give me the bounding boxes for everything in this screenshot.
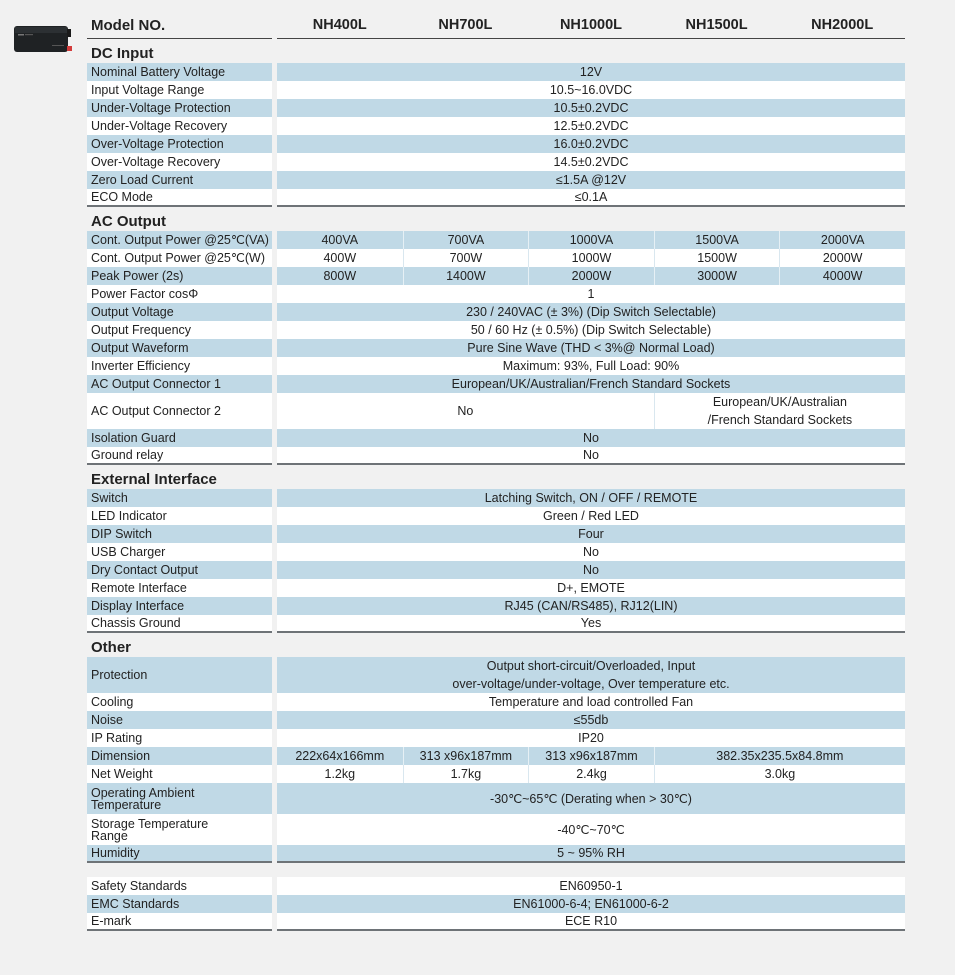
row-value: European/UK/Australian/French Standard Sockets [277,375,905,393]
table-row [87,783,905,814]
row-label: Nominal Battery Voltage [87,63,272,81]
section-title-dc-input: DC Input [91,45,154,62]
row-value: 10.5±0.2VDC [277,99,905,117]
row-value: 1 [277,285,905,303]
table-row [87,117,905,135]
row-label: Peak Power (2s) [87,267,272,285]
table-row [87,231,905,249]
row-label: AC Output Connector 1 [87,375,272,393]
model-nh2000l: NH2000L [811,17,874,33]
row-value-line: /French Standard Sockets [707,413,853,427]
table-row [87,729,905,747]
table-row [87,63,905,81]
table-row [87,895,905,913]
table-row [87,267,905,285]
row-value: 14.5±0.2VDC [277,153,905,171]
row-value: 3.0kg [654,765,905,783]
row-label: Ground relay [87,447,272,465]
table-row [87,657,905,693]
row-label: Cooling [87,693,272,711]
row-value: 2000W [528,267,654,285]
row-value: 1500VA [654,231,780,249]
model-nh700l: NH700L [438,17,493,33]
row-value-multiline [277,657,905,693]
row-value: 3000W [654,267,780,285]
row-label: Isolation Guard [87,429,272,447]
model-no-label: Model NO. [87,14,272,39]
row-label: Under-Voltage Recovery [87,117,272,135]
table-row [87,429,905,447]
row-label: Output Frequency [87,321,272,339]
table-row [87,171,905,189]
row-value: Maximum: 93%, Full Load: 90% [277,357,905,375]
row-label: Inverter Efficiency [87,357,272,375]
row-label: Output Voltage [87,303,272,321]
table-row [87,321,905,339]
row-value: 700VA [403,231,529,249]
row-value-line: over-voltage/under-voltage, Over temperature etc. [452,677,730,691]
row-label: Cont. Output Power @25℃(W) [87,249,272,267]
row-value: IP20 [277,729,905,747]
row-value: 1500W [654,249,780,267]
row-label: LED Indicator [87,507,272,525]
spec-sheet [87,14,905,931]
table-row [87,303,905,321]
table-row [87,339,905,357]
row-value: Green / Red LED [277,507,905,525]
row-value-line: European/UK/Australian [712,395,847,409]
row-value: D+, EMOTE [277,579,905,597]
row-label: Switch [87,489,272,507]
row-value: 10.5~16.0VDC [277,81,905,99]
table-row [87,765,905,783]
row-value: -40℃~70℃ [277,814,905,845]
row-label-line: Operating Ambient [91,785,195,800]
table-row [87,561,905,579]
row-value: 12V [277,63,905,81]
row-value: No [277,429,905,447]
row-label: USB Charger [87,543,272,561]
table-row [87,447,905,465]
row-value: 2.4kg [528,765,654,783]
row-value: ≤1.5A @12V [277,171,905,189]
table-row [87,615,905,633]
ac-output-table [87,231,905,465]
row-value-multiline [654,393,905,429]
row-label: Input Voltage Range [87,81,272,99]
table-row [87,357,905,375]
row-value: 400VA [277,231,403,249]
row-label: Net Weight [87,765,272,783]
row-label: ECO Mode [87,189,272,207]
row-label: Zero Load Current [87,171,272,189]
table-row [87,375,905,393]
row-label: EMC Standards [87,895,272,913]
table-row [87,814,905,845]
row-label: Chassis Ground [87,615,272,633]
table-row [87,525,905,543]
model-nh400l: NH400L [312,17,367,33]
table-row [87,81,905,99]
row-label-line: Storage Temperature [91,816,209,831]
external-interface-table [87,489,905,633]
table-row [87,135,905,153]
model-nh1500l: NH1500L [685,17,748,33]
table-row [87,877,905,895]
row-label: Dimension [87,747,272,765]
model-header-row [87,14,905,39]
row-value: 800W [277,267,403,285]
row-value: 12.5±0.2VDC [277,117,905,135]
row-value: 1000VA [528,231,654,249]
row-value: Latching Switch, ON / OFF / REMOTE [277,489,905,507]
section-title-external-interface: External Interface [91,471,217,488]
row-value: 313 x96x187mm [528,747,654,765]
table-row [87,393,905,429]
row-label: Display Interface [87,597,272,615]
section-title-ac-output: AC Output [91,213,166,230]
row-value: 16.0±0.2VDC [277,135,905,153]
row-value: 5 ~ 95% RH [277,845,905,861]
row-value: 382.35x235.5x84.8mm [654,747,905,765]
table-row [87,543,905,561]
row-label-multiline [87,783,272,814]
row-value: Temperature and load controlled Fan [277,693,905,711]
row-label: Safety Standards [87,877,272,895]
row-value: 230 / 240VAC (± 3%) (Dip Switch Selectable) [277,303,905,321]
row-value: -30℃~65℃ (Derating when > 30℃) [277,783,905,814]
row-label: AC Output Connector 2 [87,393,272,429]
row-value: 1.7kg [403,765,529,783]
table-row [87,693,905,711]
table-row [87,153,905,171]
row-value: 222x64x166mm [277,747,403,765]
row-label: Protection [87,657,272,693]
row-value-line: Output short-circuit/Overloaded, Input [486,659,696,673]
row-value: No [277,393,654,429]
table-row [87,507,905,525]
row-label: DIP Switch [87,525,272,543]
row-value: No [277,561,905,579]
row-value: EN61000-6-4; EN61000-6-2 [277,895,905,913]
inverter-product-image [12,22,72,56]
row-label: Noise [87,711,272,729]
row-value: 4000W [779,267,905,285]
row-label: Power Factor cosΦ [87,285,272,303]
row-label: Dry Contact Output [87,561,272,579]
row-value: ≤0.1A [277,189,905,205]
table-row [87,711,905,729]
row-value: EN60950-1 [277,877,905,895]
row-value: 1400W [403,267,529,285]
table-row [87,489,905,507]
row-label: Over-Voltage Recovery [87,153,272,171]
standards-table [87,877,905,931]
row-label-multiline [87,814,272,845]
row-label: Output Waveform [87,339,272,357]
row-value: 1000W [528,249,654,267]
row-value: 2000VA [779,231,905,249]
row-label: Over-Voltage Protection [87,135,272,153]
row-label-line: Temperature [91,797,162,812]
row-value: 1.2kg [277,765,403,783]
table-row [87,285,905,303]
table-row [87,747,905,765]
row-value: 700W [403,249,529,267]
other-table [87,657,905,863]
row-value: Yes [277,615,905,631]
row-value: ECE R10 [277,913,905,929]
table-row [87,189,905,207]
table-row [87,579,905,597]
section-title-other: Other [91,639,132,656]
row-value: RJ45 (CAN/RS485), RJ12(LIN) [277,597,905,615]
row-value: 400W [277,249,403,267]
row-label: Remote Interface [87,579,272,597]
table-row [87,597,905,615]
row-value: 50 / 60 Hz (± 0.5%) (Dip Switch Selectable) [277,321,905,339]
row-label: IP Rating [87,729,272,747]
row-value: No [277,447,905,463]
dc-input-table [87,63,905,207]
table-row [87,249,905,267]
row-value: ≤55db [277,711,905,729]
row-value: 313 x96x187mm [403,747,529,765]
row-label: Humidity [87,845,272,863]
row-label: Under-Voltage Protection [87,99,272,117]
table-row [87,99,905,117]
row-value: No [277,543,905,561]
row-value: Pure Sine Wave (THD < 3%@ Normal Load) [277,339,905,357]
row-label: Cont. Output Power @25℃(VA) [87,231,272,249]
table-row [87,913,905,931]
table-row [87,845,905,863]
row-label: E-mark [87,913,272,931]
model-nh1000l: NH1000L [559,17,623,33]
row-value: Four [277,525,905,543]
row-label-line: Range [91,828,128,843]
row-value: 2000W [779,249,905,267]
